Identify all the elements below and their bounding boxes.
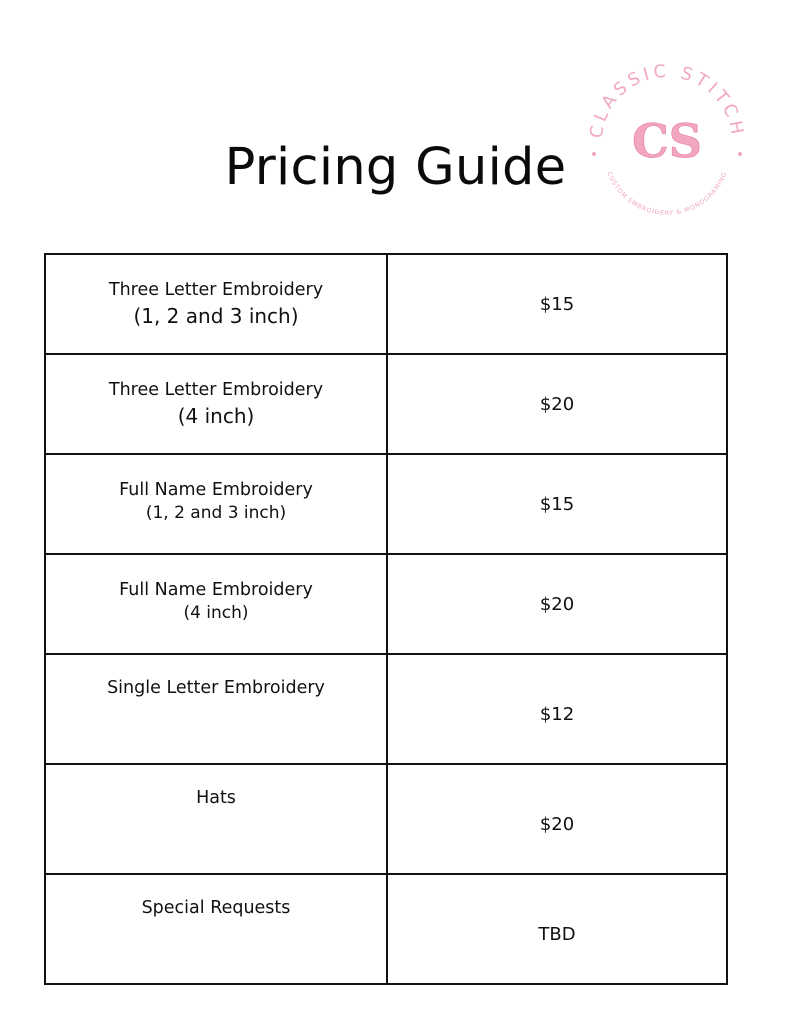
item-cell [45, 354, 387, 454]
item-name: Three Letter Embroidery [108, 380, 324, 400]
item-name: Three Letter Embroidery [108, 280, 324, 300]
table-row [45, 764, 727, 874]
price-cell: $15 [387, 254, 727, 354]
item-cell [45, 254, 387, 354]
price-cell: $12 [387, 654, 727, 764]
item-size: (4 inch) [177, 404, 255, 428]
logo-dot-left [592, 152, 596, 156]
item-cell [45, 454, 387, 554]
table-row [45, 354, 727, 454]
item-size: (1, 2 and 3 inch) [145, 503, 287, 523]
page-title: Pricing Guide [224, 138, 567, 197]
table-row [45, 654, 727, 764]
logo-monogram: CS [632, 114, 702, 168]
item-cell [45, 554, 387, 654]
item-name: Special Requests [141, 898, 291, 918]
item-size: (1, 2 and 3 inch) [133, 304, 299, 328]
logo-brand-text: CLASSIC STITCH [586, 61, 748, 140]
table-row [45, 254, 727, 354]
price-cell: TBD [387, 874, 727, 984]
item-cell [45, 874, 387, 984]
table-row [45, 454, 727, 554]
svg-text:CUSTOM EMBROIDERY & MONOGRAMIN [606, 171, 729, 217]
table-row [45, 874, 727, 984]
price-cell: $15 [387, 454, 727, 554]
item-name: Hats [196, 788, 236, 808]
pricing-table [44, 253, 728, 985]
price-cell: $20 [387, 554, 727, 654]
price-cell: $20 [387, 764, 727, 874]
logo-dot-right [738, 152, 742, 156]
item-name: Single Letter Embroidery [107, 678, 325, 698]
table-row [45, 554, 727, 654]
item-cell [45, 764, 387, 874]
classic-stitch-logo [584, 56, 750, 222]
price-cell: $20 [387, 354, 727, 454]
item-name: Full Name Embroidery [119, 480, 313, 500]
item-size: (4 inch) [183, 603, 249, 623]
logo-tagline-text: CUSTOM EMBROIDERY & MONOGRAMING [605, 170, 729, 218]
item-name: Full Name Embroidery [119, 580, 313, 600]
item-cell [45, 654, 387, 764]
